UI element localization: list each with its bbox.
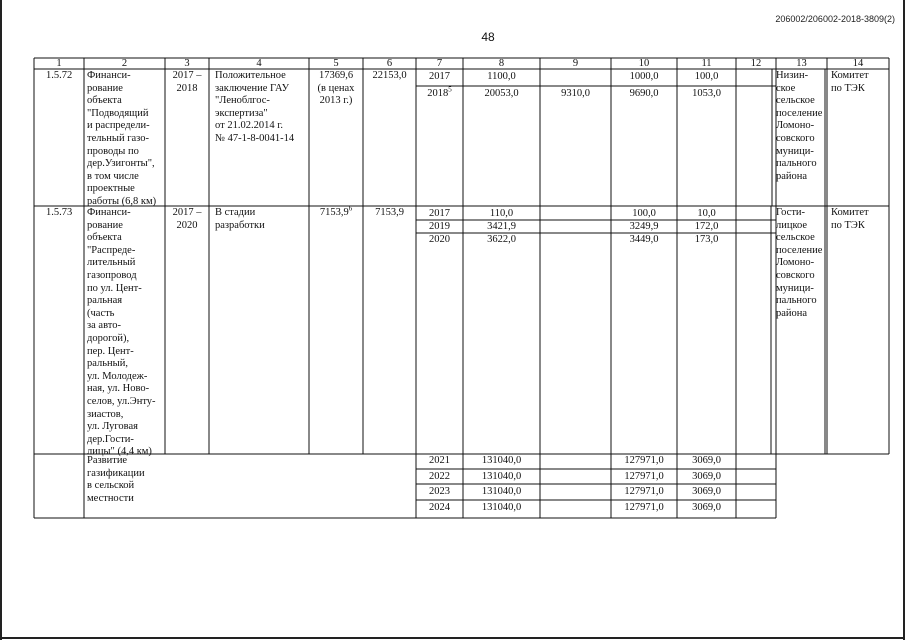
amount-total: 3421,9 [487, 221, 516, 232]
row-number: 1.5.72 [46, 70, 73, 81]
header-cell-5: 5 [333, 58, 339, 69]
amount-regional: 9690,0 [629, 88, 659, 99]
amount-total: 110,0 [489, 208, 514, 219]
amount-regional: 127971,0 [624, 486, 664, 497]
footnote-mark: 6 [348, 204, 353, 213]
header-cell-2: 2 [121, 58, 128, 69]
amount-local: 173,0 [694, 234, 719, 245]
amount-local: 10,0 [697, 208, 716, 219]
amount-local: 3069,0 [692, 486, 721, 497]
period: 2017 – 2018 [172, 70, 202, 94]
municipality: Низин- ское сельское поселение Ломоно- совского муници- пального района [776, 70, 823, 182]
header-cell-6: 6 [386, 58, 393, 69]
header-cell-14: 14 [852, 58, 864, 69]
amount-total: 1100,0 [487, 71, 516, 82]
header-cell-3: 3 [184, 58, 190, 69]
expertise-status: В стадии разработки [215, 207, 265, 231]
total-cost: 22153,0 [372, 70, 407, 81]
header-cell-8: 8 [498, 58, 505, 69]
year: 2019 [429, 221, 450, 232]
estimated-cost: 17369,6 (в ценах 2013 г.) [317, 70, 355, 107]
amount-total: 131040,0 [481, 455, 522, 466]
header-cell-13: 13 [796, 58, 807, 69]
amount-regional: 3249,9 [629, 221, 659, 232]
amount-local: 1053,0 [692, 88, 721, 99]
header-cell-12: 12 [750, 58, 762, 69]
amount-total: 20053,0 [484, 88, 519, 99]
amount-local: 3069,0 [692, 455, 721, 466]
section-title: Развитие газификации в сельской местности [87, 455, 145, 504]
header-cell-11: 11 [701, 58, 712, 69]
amount-regional: 127971,0 [624, 455, 664, 466]
expertise-status: Положительное заключение ГАУ "Леноблгос- экспертиза" от 21.02.2014 г. № 47-1-8-0041-14 [215, 70, 295, 144]
footnote-mark: 5 [448, 85, 452, 94]
year: 2022 [429, 471, 450, 482]
amount-local: 172,0 [694, 221, 719, 232]
executor: Комитет по ТЭК [831, 207, 869, 231]
year: 2017 [429, 208, 450, 219]
amount-total: 131040,0 [481, 471, 522, 482]
header-cell-7: 7 [436, 58, 443, 69]
amount-local: 3069,0 [692, 502, 721, 513]
executor: Комитет по ТЭК [831, 70, 869, 94]
amount-regional: 127971,0 [624, 502, 664, 513]
amount-total: 3622,0 [487, 234, 516, 245]
header-cell-9: 9 [572, 58, 579, 69]
object-name: Финанси- рование объекта "Распреде- лительный газопровод по ул. Цент- ральная (часть за авто- дорогой), пер. Цент- ральный, ул. Молодеж- ная, ул. Ново- селов, ул.Энту- зиастов, ул. Луговая дер.Гости- лицы" (4,4 км) [87, 207, 156, 458]
document-id: 206002/206002-2018-3809(2) [775, 14, 895, 24]
estimated-cost: 7153,9$^6$ [319, 204, 353, 218]
year: 2023 [429, 486, 450, 497]
header-cell-4: 4 [256, 58, 262, 69]
amount-local: 100,0 [694, 71, 719, 82]
amount-local: 3069,0 [692, 471, 721, 482]
amount-regional: 127971,0 [624, 471, 664, 482]
amount-regional: 1000,0 [629, 71, 659, 82]
year: 2020 [429, 234, 450, 245]
year: 2018$^5$ [427, 85, 452, 99]
header-cell-1: 1 [56, 58, 62, 69]
amount-total: 131040,0 [481, 486, 522, 497]
amount-regional: 100,0 [632, 208, 656, 219]
page-number: 48 [481, 30, 495, 44]
year: 2024 [429, 502, 450, 513]
period: 2017 – 2020 [172, 207, 202, 231]
municipality: Гости- лицкое сельское поселение Ломоно- совского муници- пального района [776, 207, 823, 319]
amount-federal: 9310,0 [561, 88, 590, 99]
header-cell-10: 10 [638, 58, 650, 69]
year: 2017 [429, 71, 450, 82]
object-name: Финанси- рование объекта "Подводящий и распредели- тельный газо- проводы по дер.Узигонты", в том числе проектные работы (6,8 км) [87, 70, 157, 207]
row-number: 1.5.73 [46, 207, 73, 218]
year: 2021 [429, 455, 450, 466]
total-cost: 7153,9 [375, 207, 404, 218]
amount-total: 131040,0 [481, 502, 522, 513]
amount-regional: 3449,0 [629, 234, 659, 245]
